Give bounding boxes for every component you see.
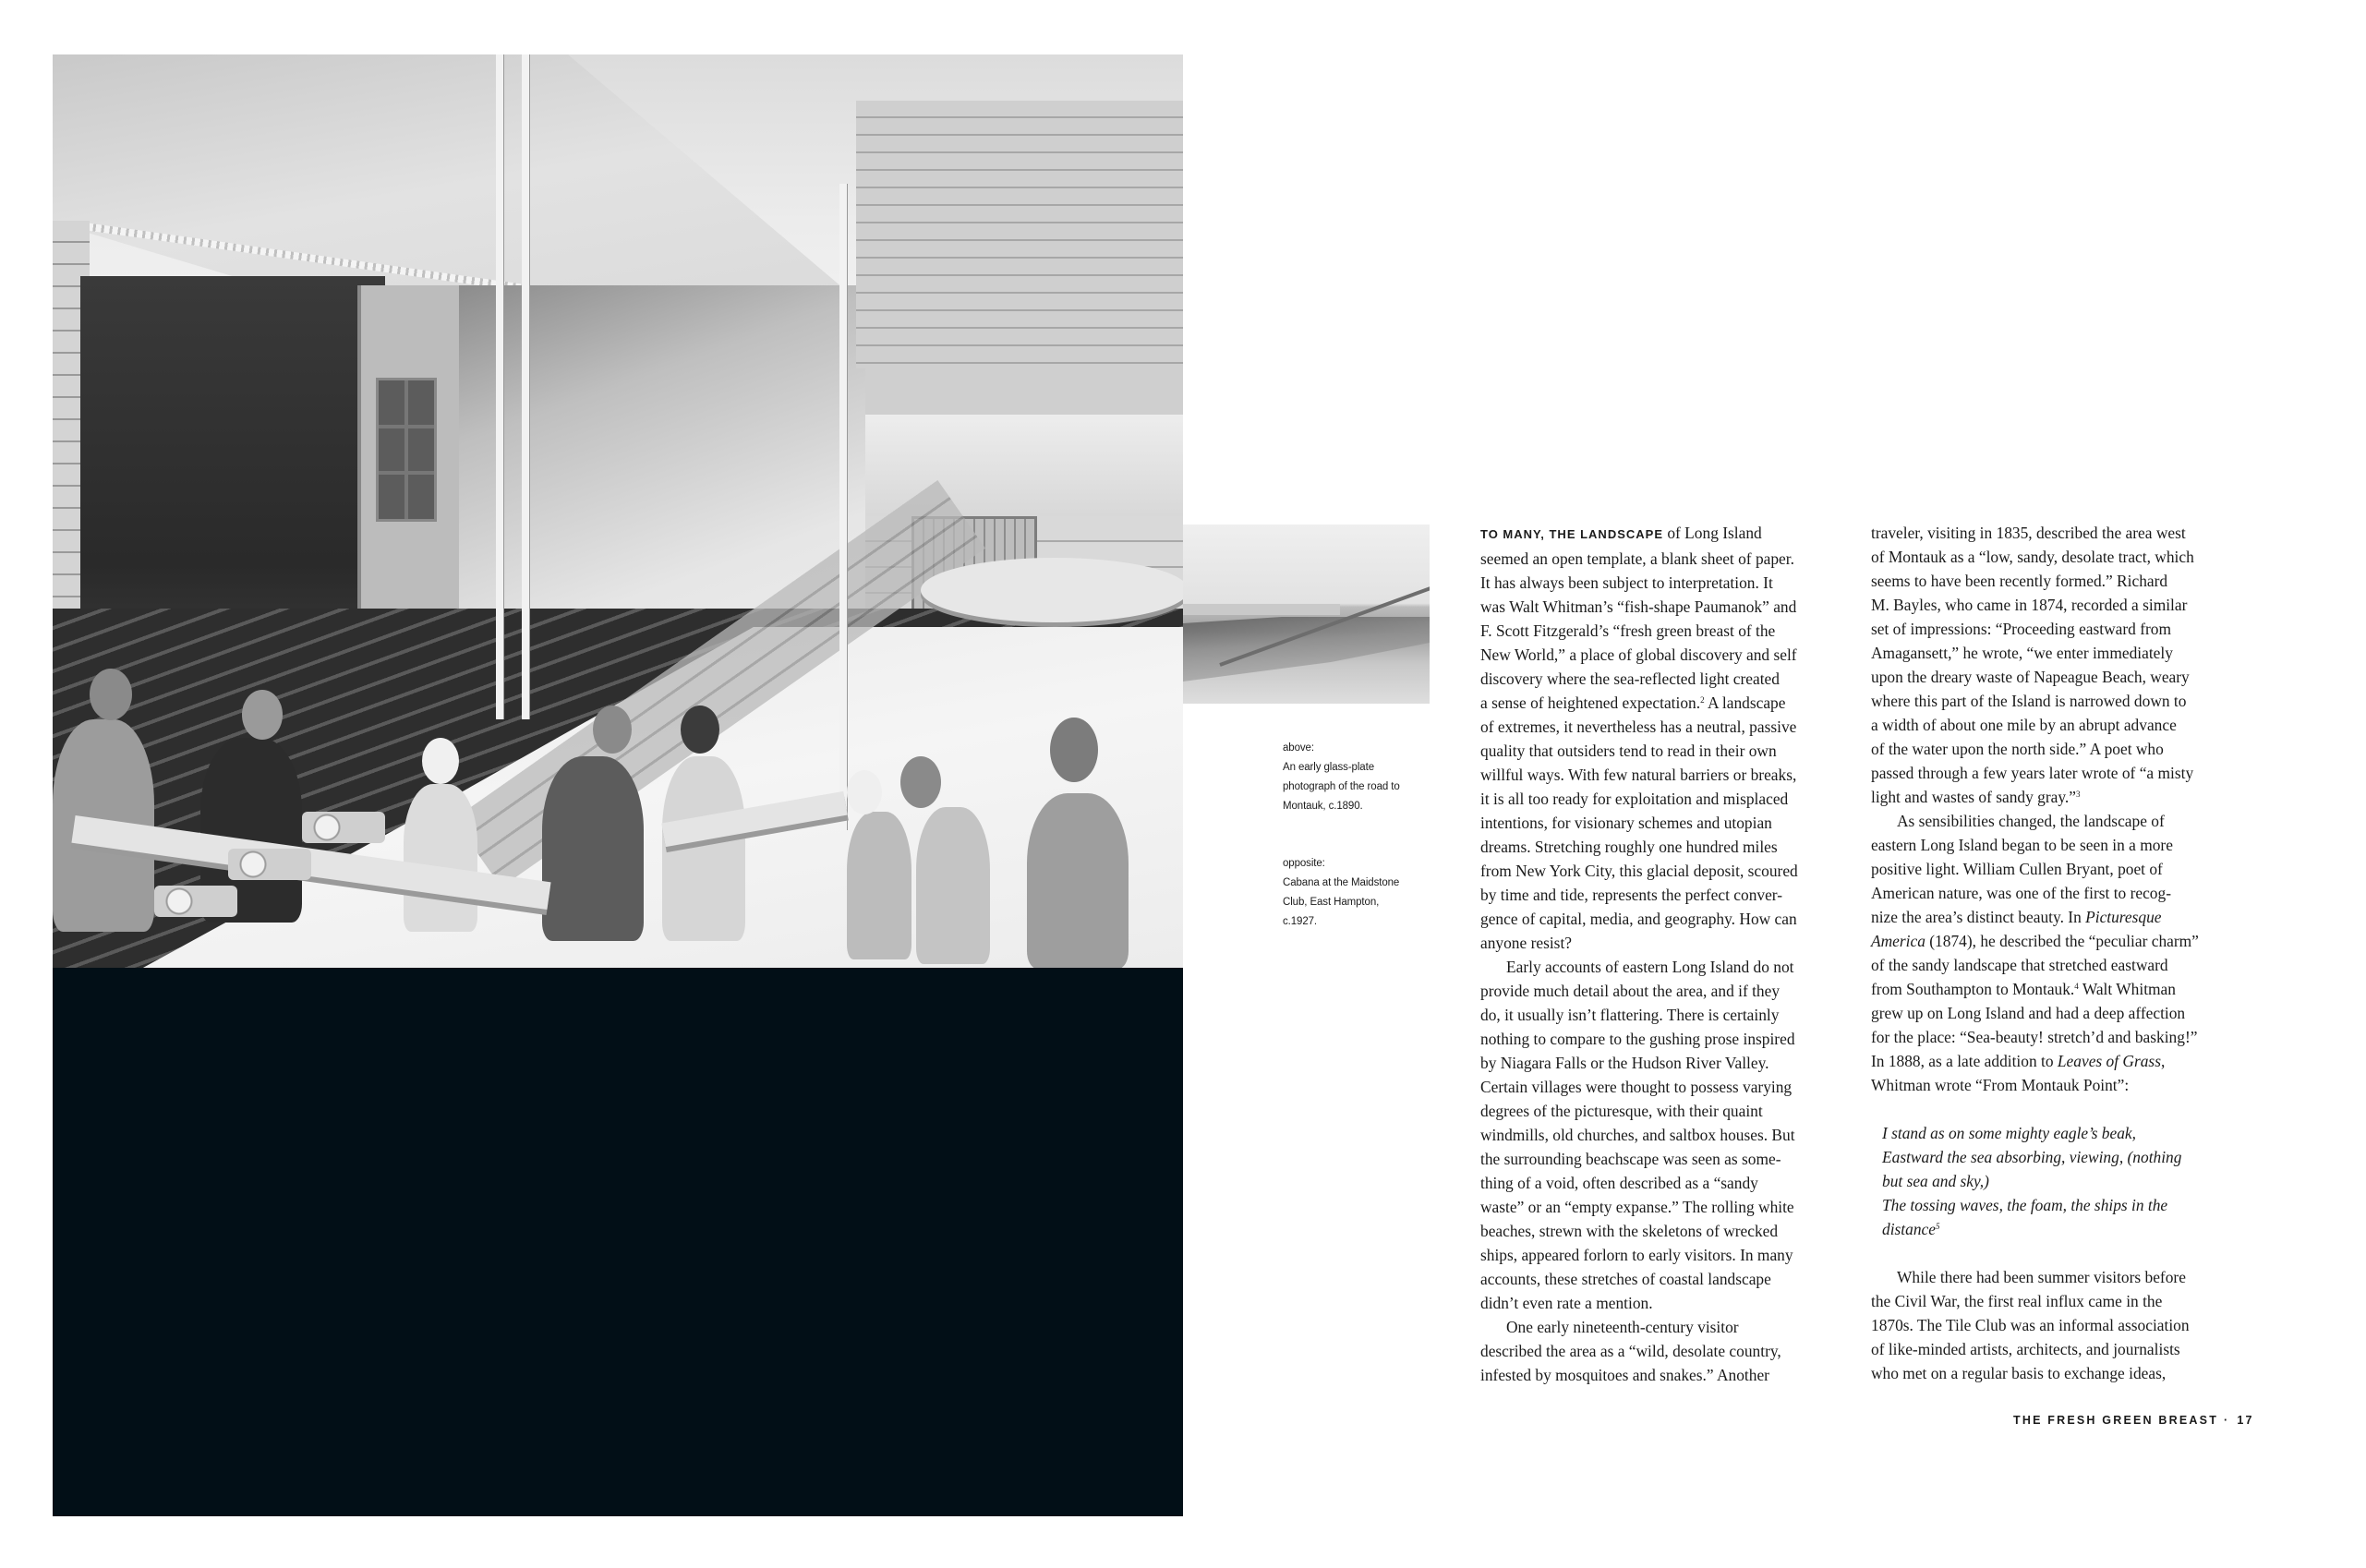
text-fragment: Walt Whitman xyxy=(2078,980,2176,998)
text-line: discovery where the sea-reflected light created xyxy=(1480,669,1780,688)
caption-above xyxy=(1283,739,1449,816)
text-line: dreams. Stretching roughly one hundred miles xyxy=(1480,838,1778,856)
paragraph xyxy=(1871,521,2231,809)
photo-door-window xyxy=(376,378,437,522)
text-line: of the sandy landscape that stretched eastward xyxy=(1871,956,2168,974)
caption-opposite xyxy=(1283,854,1449,932)
text-line: thing of a void, often described as a “sandy xyxy=(1480,1174,1758,1192)
book-title: Leaves of Grass xyxy=(2057,1052,2161,1070)
text-line: set of impressions: “Proceeding eastward from xyxy=(1871,620,2172,638)
text-line: Whitman wrote “From Montauk Point”: xyxy=(1871,1076,2130,1094)
text-fragment: nize the area’s distinct beauty. In xyxy=(1871,908,2086,926)
text-fragment: (1874), he described the “peculiar charm” xyxy=(1925,932,2199,950)
text-line: for the place: “Sea-beauty! stretch’d and basking!” xyxy=(1871,1028,2198,1046)
paragraph xyxy=(1480,521,1841,955)
text-fragment: of Long Island xyxy=(1663,524,1762,542)
text-line: a width of about one mile by an abrupt advance xyxy=(1871,716,2177,734)
text-line: eastern Long Island began to be seen in a more xyxy=(1871,836,2173,854)
text-line: anyone resist? xyxy=(1480,934,1572,952)
text-line: seemed an open template, a blank sheet of paper. xyxy=(1480,549,1794,568)
lead-in-caps: TO MANY, THE LANDSCAPE xyxy=(1480,527,1663,541)
running-head: THE FRESH GREEN BREAST xyxy=(2013,1414,2219,1427)
footnote-ref[interactable]: 2 xyxy=(1700,695,1705,705)
text-line: degrees of the picturesque, with their quaint xyxy=(1480,1102,1763,1120)
photo-pole xyxy=(522,54,529,719)
text-line xyxy=(1480,691,1841,715)
text-line: where this part of the Island is narrowed down to xyxy=(1871,692,2187,710)
text-line: by time and tide, represents the perfect conver- xyxy=(1480,886,1783,904)
text-line: of extremes, it nevertheless has a neutral, passive xyxy=(1480,718,1797,736)
text-fragment: a sense of heightened expectation. xyxy=(1480,694,1701,712)
text-line: While there had been summer visitors before xyxy=(1897,1268,2186,1286)
text-line: didn’t even rate a mention. xyxy=(1480,1294,1653,1312)
folio-separator: · xyxy=(2224,1414,2230,1427)
folio xyxy=(2013,1414,2254,1427)
text-line: traveler, visiting in 1835, described the area west xyxy=(1871,524,2186,542)
photo-tray xyxy=(154,886,237,917)
text-line: of like-minded artists, architects, and journalists xyxy=(1871,1340,2180,1358)
small-photo-montauk-road xyxy=(1183,525,1430,704)
page-number: 17 xyxy=(2237,1414,2254,1427)
photo-figure-head xyxy=(900,756,941,808)
photo-tray xyxy=(302,812,385,843)
body-column-2 xyxy=(1871,521,2231,1385)
text-line: ships, appeared forlorn to early visitors. In many xyxy=(1480,1246,1793,1264)
caption-label: above: xyxy=(1283,742,1314,754)
text-line: willful ways. With few natural barriers or breaks, xyxy=(1480,766,1797,784)
poem-line: The tossing waves, the foam, the ships in the xyxy=(1882,1196,2168,1214)
photo-figure-head xyxy=(847,770,882,814)
text-fragment: light and wastes of sandy gray.” xyxy=(1871,788,2076,806)
photo-figure xyxy=(404,784,477,932)
photo-figure xyxy=(662,756,745,941)
text-line: of the water upon the north side.” A poet who xyxy=(1871,740,2164,758)
text-fragment: , xyxy=(2160,1052,2166,1070)
text-line: Amagansett,” he wrote, “we enter immediately xyxy=(1871,644,2173,662)
photo-figure xyxy=(847,812,911,959)
text-line: It has always been subject to interpretation. It xyxy=(1480,573,1773,592)
text-line: infested by mosquitoes and snakes.” Another xyxy=(1480,1366,1769,1384)
text-line: the surrounding beachscape was seen as some- xyxy=(1480,1150,1781,1168)
text-line: from New York City, this glacial deposit, scoured xyxy=(1480,862,1798,880)
text-line: Certain villages were thought to possess varying xyxy=(1480,1078,1793,1096)
text-line: As sensibilities changed, the landscape of xyxy=(1897,812,2165,830)
caption-line: c.1927. xyxy=(1283,916,1318,927)
text-line: New World,” a place of global discovery and self xyxy=(1480,645,1797,664)
photo-figure-head xyxy=(422,738,459,784)
text-line: Early accounts of eastern Long Island do not xyxy=(1506,958,1794,976)
text-fragment: A landscape xyxy=(1704,694,1786,712)
poem-line: Eastward the sea absorbing, viewing, (nothing xyxy=(1882,1148,2182,1166)
photo-sea xyxy=(1183,604,1340,615)
text-line: quality that outsiders tend to read in their own xyxy=(1480,742,1777,760)
photo-figure xyxy=(1027,793,1129,968)
text-line: positive light. William Cullen Bryant, poet of xyxy=(1871,860,2163,878)
text-line: seems to have been recently formed.” Richard xyxy=(1871,572,2168,590)
text-line: was Walt Whitman’s “fish-shape Paumanok” and xyxy=(1480,597,1797,616)
paragraph xyxy=(1871,1265,2231,1385)
text-line xyxy=(1871,977,2231,1001)
caption-line: photograph of the road to xyxy=(1283,781,1400,792)
photo-figure-head xyxy=(593,706,632,754)
footnote-ref[interactable]: 5 xyxy=(1935,1222,1940,1231)
text-line: beaches, strewn with the skeletons of wrecked xyxy=(1480,1222,1779,1240)
photo-figure xyxy=(916,807,990,964)
text-line xyxy=(1871,905,2231,929)
text-line: do, it usually isn’t flattering. There is certainly xyxy=(1480,1006,1780,1024)
text-line: upon the dreary waste of Napeague Beach, weary xyxy=(1871,668,2190,686)
photo-pole xyxy=(839,184,847,830)
dark-color-panel xyxy=(53,968,1183,1516)
text-line: F. Scott Fitzgerald’s “fresh green breast of the xyxy=(1480,621,1776,640)
poem-line xyxy=(1882,1217,2231,1241)
text-line: who met on a regular basis to exchange ideas, xyxy=(1871,1364,2167,1382)
photo-bluff xyxy=(1183,617,1430,681)
text-line: by Niagara Falls or the Hudson River Valley. xyxy=(1480,1054,1769,1072)
text-line: American nature, was one of the first to recog- xyxy=(1871,884,2171,902)
text-line: intentions, for visionary schemes and utopian xyxy=(1480,814,1772,832)
book-title: Picturesque xyxy=(2085,908,2162,926)
text-line: 1870s. The Tile Club was an informal association xyxy=(1871,1316,2190,1334)
caption-line: Montauk, c.1890. xyxy=(1283,801,1363,812)
text-line xyxy=(1480,521,1841,547)
footnote-ref[interactable]: 4 xyxy=(2074,982,2079,991)
text-line xyxy=(1871,929,2231,953)
text-line: waste” or an “empty expanse.” The rolling white xyxy=(1480,1198,1794,1216)
text-line: of Montauk as a “low, sandy, desolate tract, which xyxy=(1871,548,2194,566)
text-line: the Civil War, the first real influx came in the xyxy=(1871,1292,2163,1310)
text-fragment: In 1888, as a late addition to xyxy=(1871,1052,2058,1070)
text-line: windmills, old churches, and saltbox houses. But xyxy=(1480,1126,1795,1144)
text-line: gence of capital, media, and geography. How can xyxy=(1480,910,1797,928)
text-line: grew up on Long Island and had a deep affection xyxy=(1871,1004,2186,1022)
text-line: One early nineteenth-century visitor xyxy=(1506,1318,1739,1336)
poem-line: I stand as on some mighty eagle’s beak, xyxy=(1882,1124,2136,1142)
main-photo-cabana xyxy=(53,54,1183,968)
photo-cabana-roof xyxy=(856,101,1183,368)
text-line: accounts, these stretches of coastal landscape xyxy=(1480,1270,1771,1288)
photo-pole xyxy=(496,54,503,719)
text-line: M. Bayles, who came in 1874, recorded a similar xyxy=(1871,596,2188,614)
text-line: nothing to compare to the gushing prose inspired xyxy=(1480,1030,1795,1048)
book-title: America xyxy=(1871,932,1925,950)
text-line: it is all too ready for exploitation and misplaced xyxy=(1480,790,1789,808)
text-line: passed through a few years later wrote of “a misty xyxy=(1871,764,2194,782)
body-column-1 xyxy=(1480,521,1841,1387)
text-line xyxy=(1871,1049,2231,1073)
text-fragment: from Southampton to Montauk. xyxy=(1871,980,2075,998)
text-line: provide much detail about the area, and if they xyxy=(1480,982,1781,1000)
text-line xyxy=(1871,785,2231,809)
footnote-ref[interactable]: 3 xyxy=(2076,790,2081,799)
caption-line: An early glass-plate xyxy=(1283,762,1374,773)
poem-line: but sea and sky,) xyxy=(1882,1172,1989,1190)
paragraph xyxy=(1480,955,1841,1315)
photo-round-table xyxy=(921,558,1183,622)
text-line: described the area as a “wild, desolate country, xyxy=(1480,1342,1781,1360)
photo-figure-head xyxy=(1050,718,1098,782)
photo-figure xyxy=(542,756,644,941)
poem-excerpt xyxy=(1882,1121,2231,1241)
paragraph xyxy=(1480,1315,1841,1387)
caption-line: Cabana at the Maidstone xyxy=(1283,877,1400,888)
caption-label: opposite: xyxy=(1283,858,1325,869)
photo-figure-head xyxy=(681,706,719,754)
photo-figure-head xyxy=(90,669,132,720)
photo-figure-head xyxy=(242,690,283,740)
text-fragment: distance xyxy=(1882,1220,1936,1238)
photo-tray xyxy=(228,849,311,880)
caption-line: Club, East Hampton, xyxy=(1283,897,1380,908)
paragraph xyxy=(1871,809,2231,1097)
